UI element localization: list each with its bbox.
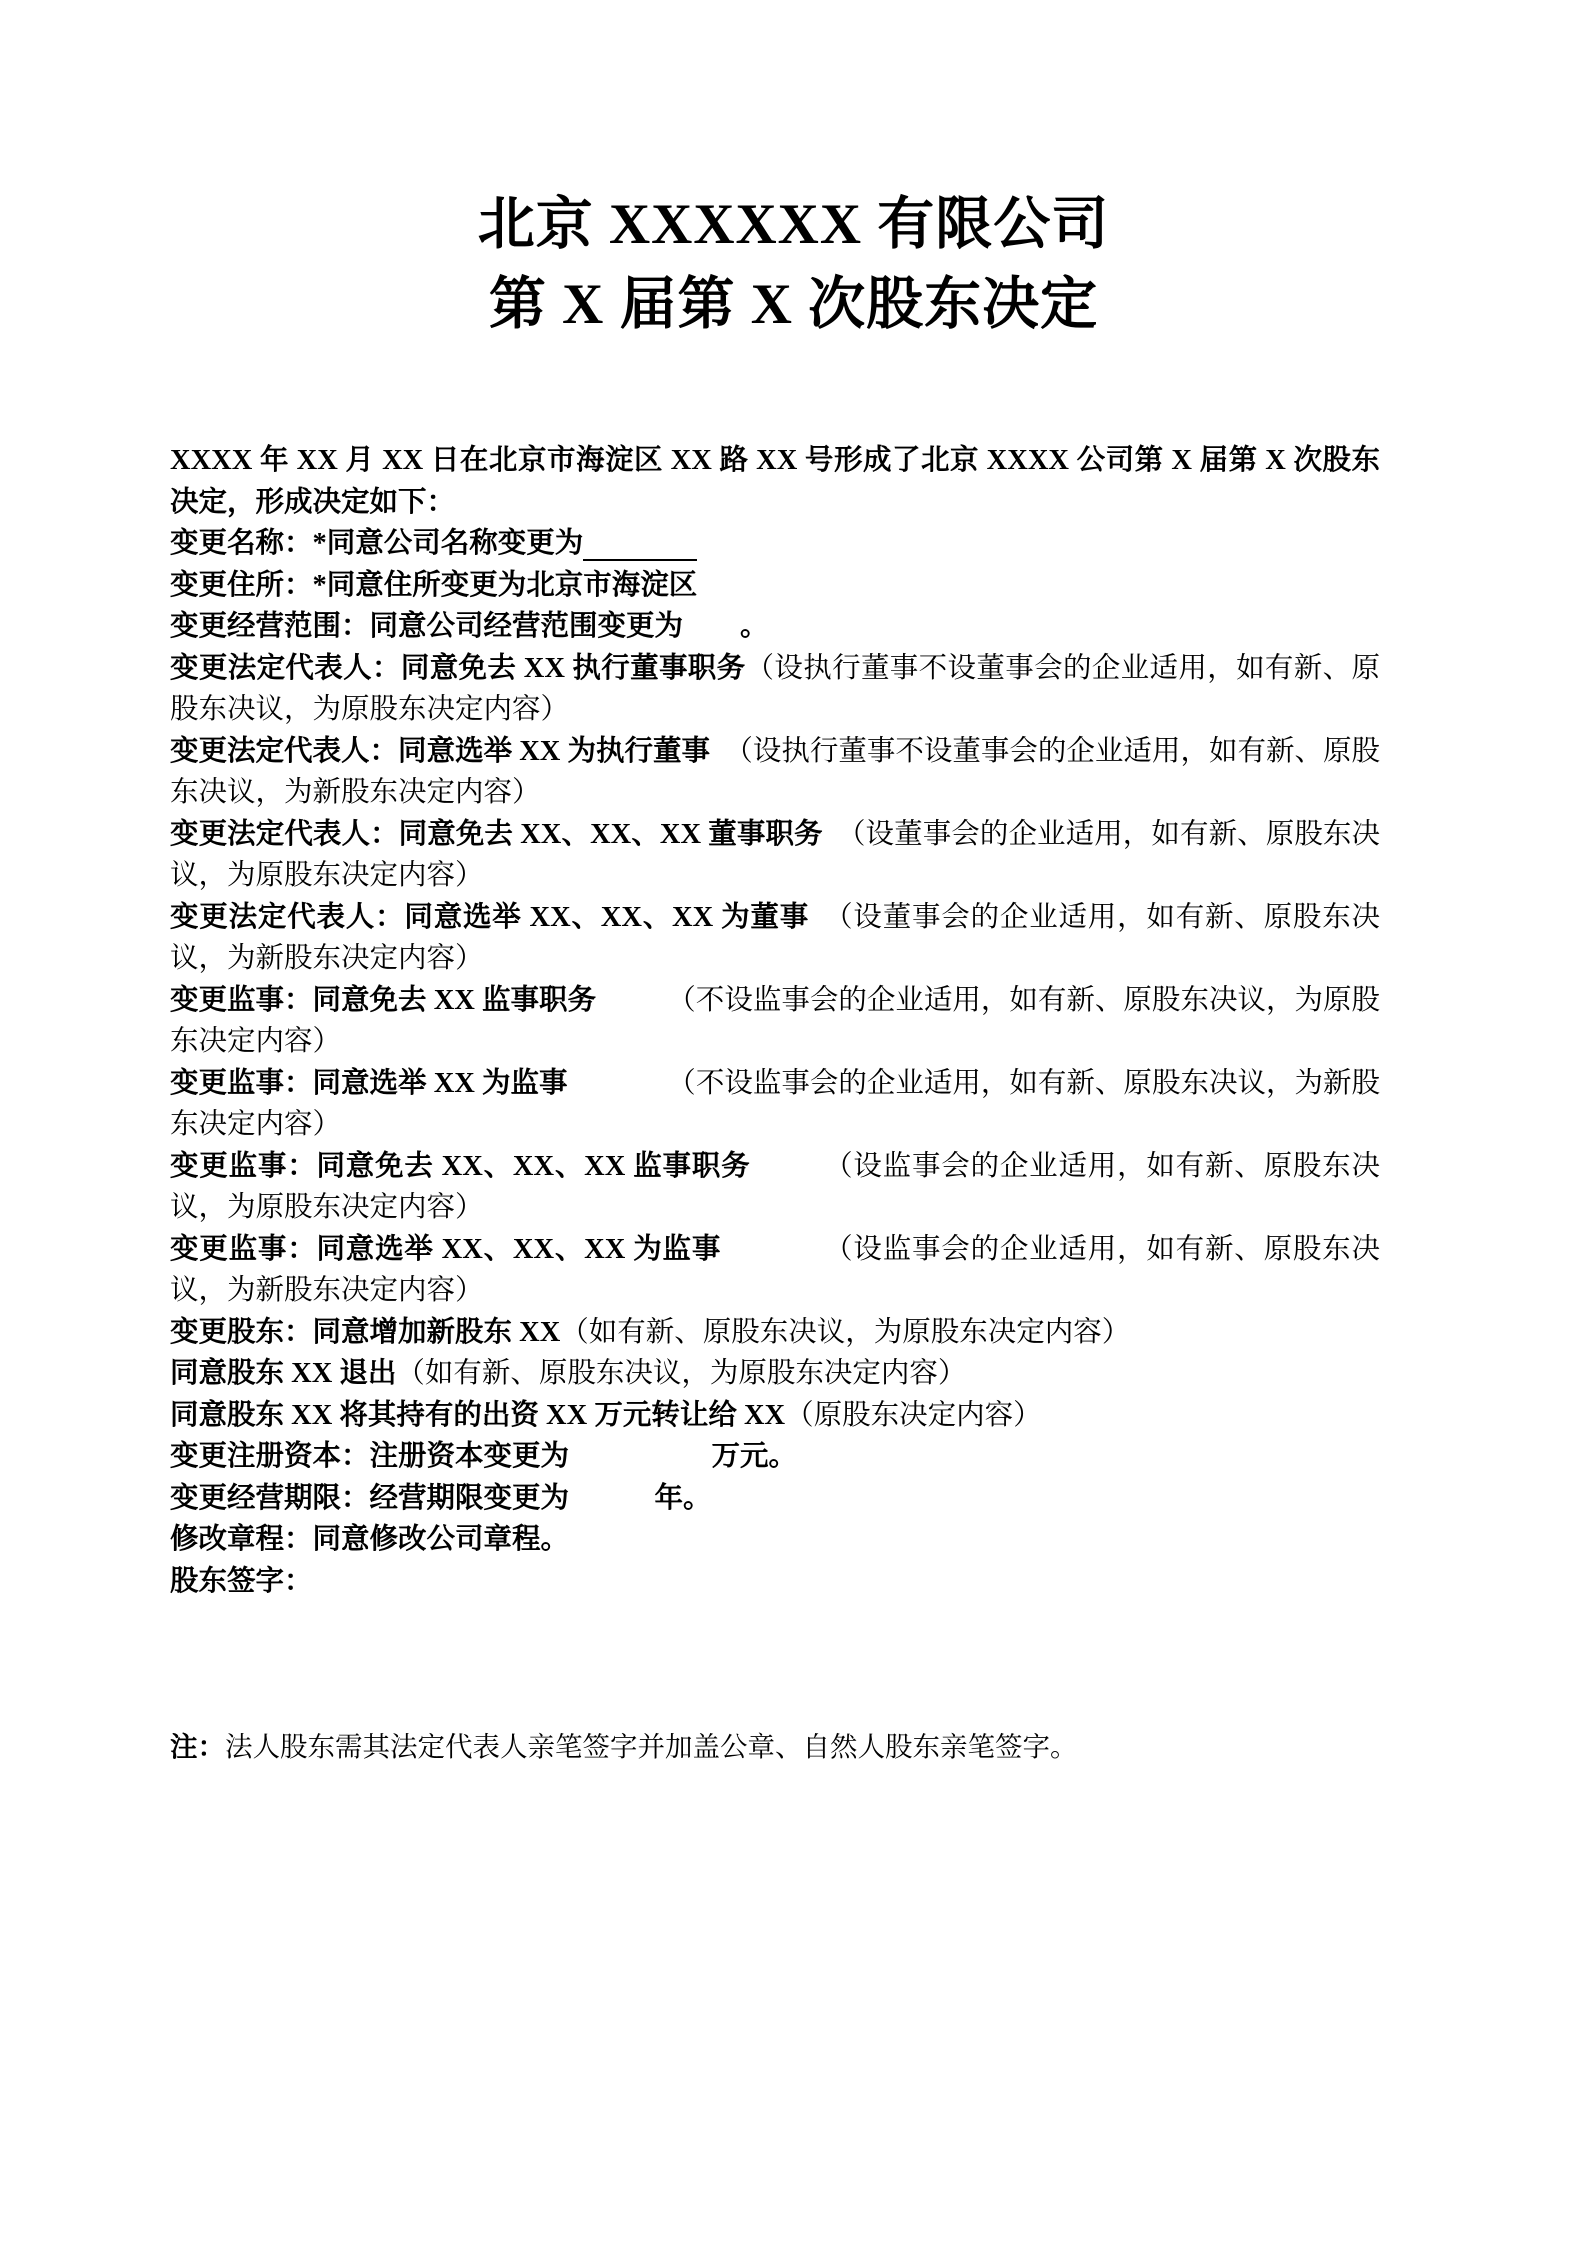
decision-clause-text: 同意股东 XX 退出 xyxy=(170,1358,397,1389)
decision-clause-text: 变更股东：同意增加新股东 XX xyxy=(170,1316,561,1348)
decision-clause-text: 变更经营期限：经营期限变更为 年。 xyxy=(170,1482,712,1514)
decision-clause-text: 变更注册资本：注册资本变更为 万元。 xyxy=(170,1441,798,1472)
document-header xyxy=(0,0,1587,345)
decision-clause-text: 变更监事：同意选举 XX、XX、XX 为监事 xyxy=(170,1233,722,1265)
decision-item xyxy=(170,1353,1380,1395)
decision-explanation-text: （如有新、原股东决议，为原股东决定内容） xyxy=(396,1358,967,1389)
decision-item xyxy=(170,1436,1380,1478)
decision-clause-text: 变更住所：*同意住所变更为北京市海淀区 xyxy=(170,569,698,601)
decision-clause-text: 变更监事：同意免去 XX、XX、XX 监事职务 xyxy=(170,1150,751,1182)
decision-item xyxy=(170,565,1380,607)
decision-clause-text: 变更经营范围：同意公司经营范围变更为 。 xyxy=(170,611,769,642)
decision-clause-text: 修改章程：同意修改公司章程。 xyxy=(170,1524,570,1555)
decision-item xyxy=(170,897,1380,980)
doc-title-line2: 第 X 届第 X 次股东决定 xyxy=(488,273,1099,336)
decision-item xyxy=(170,523,1380,565)
decision-item xyxy=(170,731,1380,814)
decision-clause-text: 变更法定代表人：同意选举 XX、XX、XX 为董事 xyxy=(170,901,810,933)
decision-explanation-text: （不设监事会的企业适用，如有新、原股东决议，为原股东决定内容） xyxy=(170,984,1380,1057)
decision-clause-text: 同意股东 XX 将其持有的出资 XX 万元转让给 XX xyxy=(170,1399,786,1431)
decision-clause-text: 股东签字： xyxy=(170,1565,313,1597)
decision-explanation-text: （设监事会的企业适用，如有新、原股东决议，为原股东决定内容） xyxy=(170,1150,1380,1223)
fill-in-blank-underline xyxy=(583,528,697,561)
decision-item xyxy=(170,1229,1380,1312)
decision-clause-text: 变更法定代表人：同意免去 XX 执行董事职务 xyxy=(170,652,746,684)
decision-item xyxy=(170,1561,1380,1603)
decision-clause-text: 变更法定代表人：同意免去 XX、XX、XX 董事职务 xyxy=(170,818,823,850)
decision-clause-text: XXXX 年 XX 月 XX 日在北京市海淀区 XX 路 XX 号形成了北京 XXXX 公司第 X 届第 X 次股东决定，形成决定如下： xyxy=(170,445,1380,518)
doc-title-line1: 北京 XXXXXX 有限公司 xyxy=(477,193,1110,256)
decision-explanation-text: （设执行董事不设董事会的企业适用，如有新、原股东决议，为新股东决定内容） xyxy=(170,735,1380,808)
footnote-label: 注： xyxy=(170,1731,225,1762)
decision-clause-text: 变更监事：同意免去 XX 监事职务 xyxy=(170,984,597,1016)
decision-item xyxy=(170,1519,1380,1561)
decision-item xyxy=(170,606,1380,648)
decision-clause-text: 变更监事：同意选举 XX 为监事 xyxy=(170,1067,568,1099)
decision-item xyxy=(170,1312,1380,1354)
decision-clause-text: 变更名称：*同意公司名称变更为 xyxy=(170,528,584,559)
decision-item xyxy=(170,648,1380,731)
decision-explanation-text: （如有新、原股东决议，为原股东决定内容） xyxy=(560,1316,1131,1348)
decision-body xyxy=(170,440,1380,1602)
footnote-text: 法人股东需其法定代表人亲笔签字并加盖公章、自然人股东亲笔签字。 xyxy=(225,1731,1078,1762)
decision-item xyxy=(170,980,1380,1063)
decision-item xyxy=(170,814,1380,897)
decision-item xyxy=(170,1063,1380,1146)
decision-item xyxy=(170,1146,1380,1229)
decision-item xyxy=(170,1395,1380,1437)
decision-clause-text: 变更法定代表人：同意选举 XX 为执行董事 xyxy=(170,735,711,767)
decision-explanation-text: （设监事会的企业适用，如有新、原股东决议，为新股东决定内容） xyxy=(170,1233,1380,1306)
decision-explanation-text: （设董事会的企业适用，如有新、原股东决议，为原股东决定内容） xyxy=(170,818,1380,891)
decision-explanation-text: （设董事会的企业适用，如有新、原股东决议，为新股东决定内容） xyxy=(170,901,1380,974)
footnote xyxy=(170,1727,1380,1767)
decision-explanation-text: （设执行董事不设董事会的企业适用，如有新、原股东决议，为原股东决定内容） xyxy=(170,652,1380,725)
decision-explanation-text: （不设监事会的企业适用，如有新、原股东决议，为新股东决定内容） xyxy=(170,1067,1380,1140)
decision-item xyxy=(170,440,1380,523)
decision-item xyxy=(170,1478,1380,1520)
decision-explanation-text: （原股东决定内容） xyxy=(785,1399,1042,1431)
